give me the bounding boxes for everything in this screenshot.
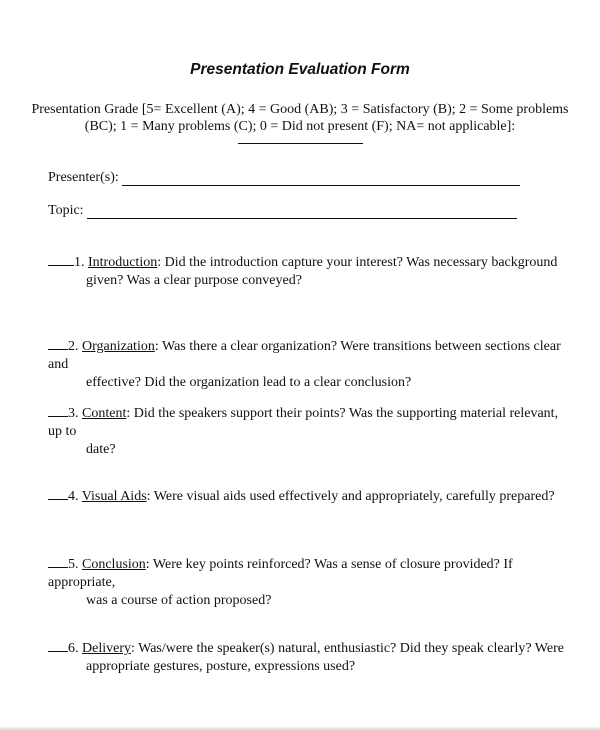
- question-heading: Organization: [82, 339, 155, 354]
- presenters-blank[interactable]: [122, 172, 520, 186]
- question-number: 3.: [68, 406, 79, 421]
- question-organization: [48, 337, 568, 392]
- question-conclusion: [48, 555, 568, 610]
- presenters-label: Presenter(s):: [48, 170, 119, 185]
- form-title: Presentation Evaluation Form: [190, 61, 410, 78]
- question-visual-aids: [48, 487, 568, 506]
- question-text-cont: was a course of action proposed?: [86, 593, 272, 608]
- question-delivery: [48, 639, 568, 676]
- question-heading: Conclusion: [82, 557, 146, 572]
- question-text: : Were visual aids used effectively and appropriately, carefully prepared?: [146, 489, 555, 504]
- question-heading: Delivery: [82, 641, 131, 656]
- score-blank[interactable]: [48, 404, 68, 417]
- question-heading: Visual Aids: [81, 489, 147, 504]
- question-number: 6.: [68, 641, 79, 656]
- question-heading: Content: [82, 406, 127, 421]
- question-heading: Introduction: [88, 255, 158, 270]
- topic-label: Topic:: [48, 203, 84, 218]
- grade-scale-line-2: (BC); 1 = Many problems (C); 0 = Did not present (F); NA= not applicable]:: [84, 119, 516, 134]
- question-text-cont: appropriate gestures, posture, expressions used?: [86, 659, 356, 674]
- page-edge: [0, 726, 600, 730]
- question-text: : Did the introduction capture your interest? Was necessary background: [157, 255, 558, 270]
- topic-blank[interactable]: [87, 205, 517, 219]
- question-number: 1.: [74, 255, 85, 270]
- question-text: : Did the speakers support their points? Was the supporting material relevant, up to: [48, 406, 559, 439]
- question-number: 5.: [68, 557, 79, 572]
- question-number: 2.: [68, 339, 79, 354]
- question-text: : Was there a clear organization? Were transitions between sections clear and: [48, 339, 561, 372]
- topic-field: [48, 203, 517, 219]
- question-number: 4.: [68, 489, 79, 504]
- grade-scale-line-1: Presentation Grade [5= Excellent (A); 4 = Good (AB); 3 = Satisfactory (B); 2 = Some problems: [31, 102, 569, 117]
- question-text-cont: date?: [86, 442, 116, 457]
- score-blank[interactable]: [48, 337, 68, 350]
- question-text-cont: given? Was a clear purpose conveyed?: [86, 273, 302, 288]
- score-blank[interactable]: [48, 253, 74, 266]
- score-blank[interactable]: [48, 555, 68, 568]
- presenters-field: [48, 170, 520, 186]
- question-text: : Were key points reinforced? Was a sense of closure provided? If appropriate,: [48, 557, 513, 590]
- grade-scale: [30, 101, 570, 144]
- grade-blank[interactable]: [238, 138, 363, 144]
- question-text: : Was/were the speaker(s) natural, enthusiastic? Did they speak clearly? Were: [130, 641, 564, 656]
- score-blank[interactable]: [48, 639, 68, 652]
- question-content: [48, 404, 568, 459]
- question-text-cont: effective? Did the organization lead to a clear conclusion?: [86, 375, 412, 390]
- question-introduction: [48, 253, 568, 290]
- score-blank[interactable]: [48, 487, 68, 500]
